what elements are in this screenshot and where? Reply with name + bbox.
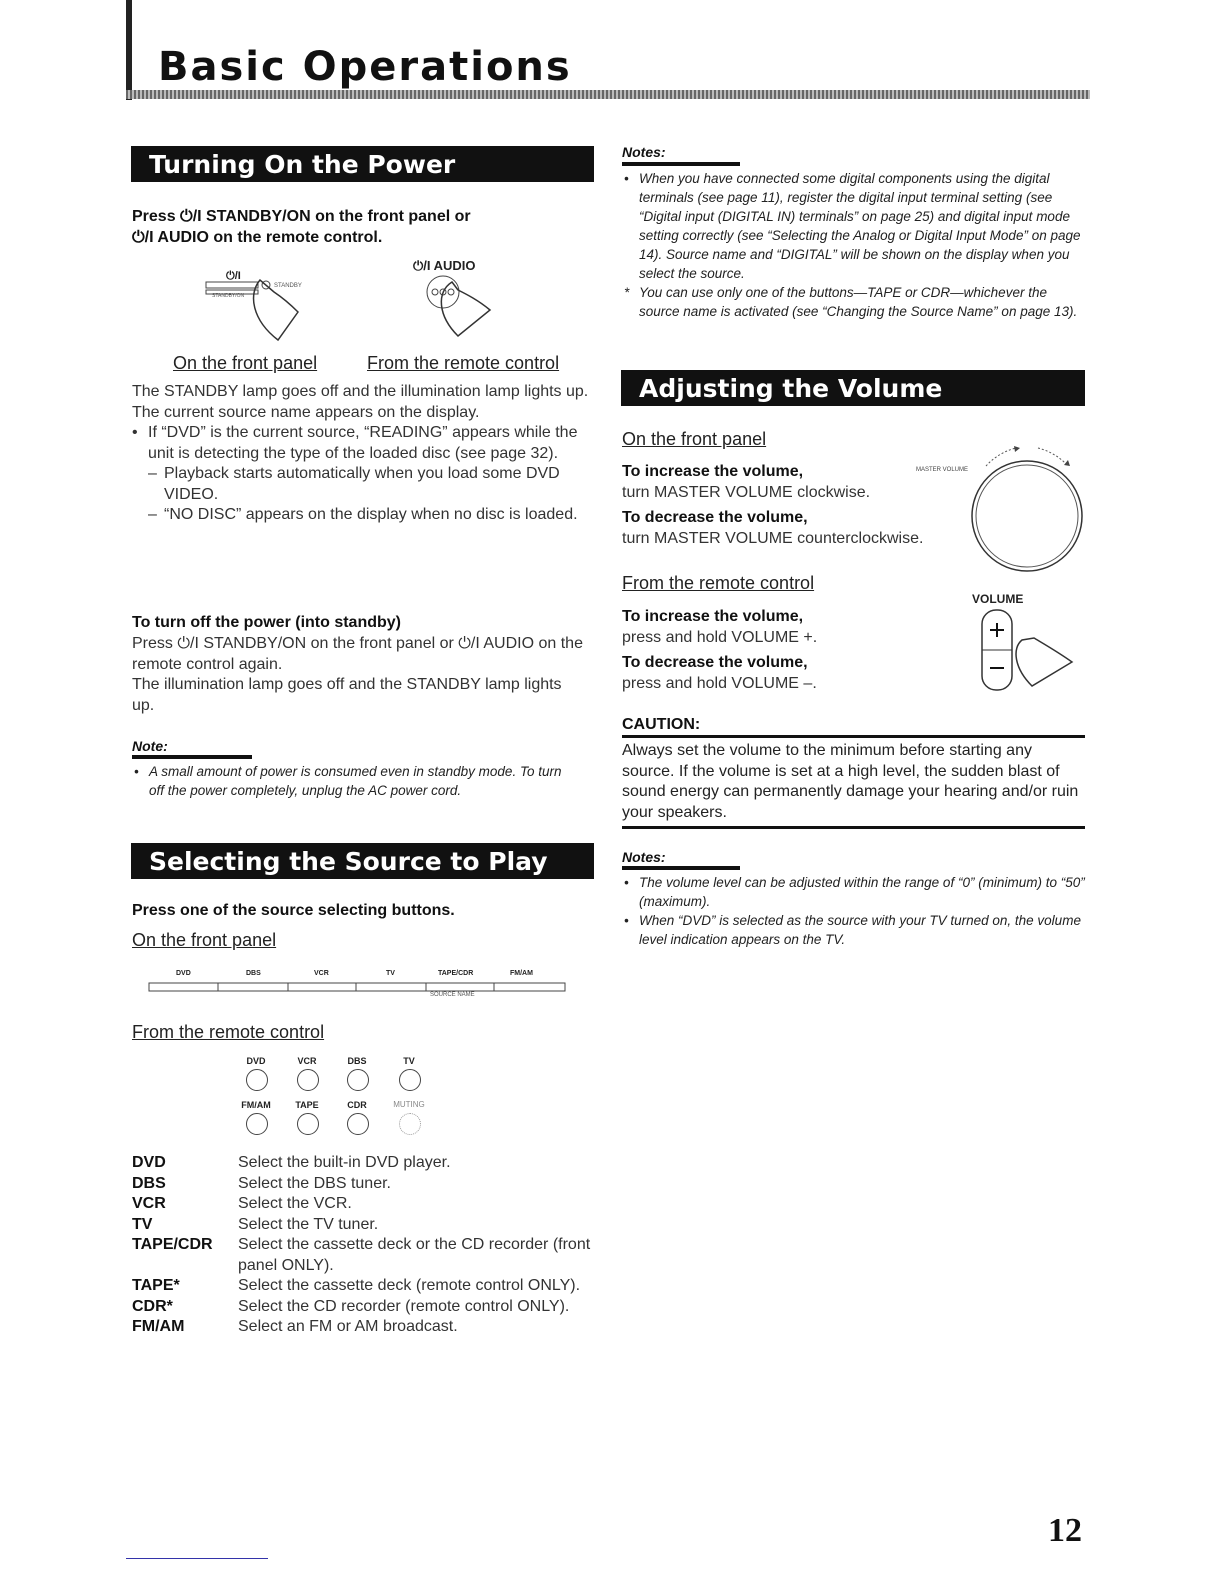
front-source-name-label: SOURCE NAME — [430, 992, 475, 998]
power-instruction-line1: Press ⏻/I STANDBY/ON on the front panel or — [132, 208, 471, 225]
remote-label-dvd: DVD — [246, 1056, 266, 1066]
power-bullet1: • If “DVD” is the current source, “READING” appears while the unit is detecting the type of the loaded disc (see page 32). — [132, 424, 578, 462]
volume-dec-heading-remote: To decrease the volume, — [622, 654, 808, 671]
def-desc: Select the CD recorder (remote control ONLY). — [238, 1297, 570, 1315]
header-rule — [126, 90, 1090, 99]
def-row — [132, 1194, 592, 1215]
def-term: FM/AM — [132, 1318, 185, 1335]
def-term: TV — [132, 1215, 153, 1233]
remote-button-vcr[interactable] — [297, 1069, 319, 1091]
remote-label-tape: TAPE — [295, 1100, 319, 1110]
def-desc: Select the TV tuner. — [238, 1215, 379, 1233]
header-bar — [126, 0, 132, 100]
def-row — [132, 1235, 592, 1276]
section-banner-volume: Adjusting the Volume — [621, 370, 1085, 406]
caption-front-panel: On the front panel — [173, 353, 318, 373]
fig-power-label: ⏻/I — [226, 270, 241, 282]
volume-inc-remote: press and hold VOLUME +. — [622, 628, 818, 646]
remote-volume-label: VOLUME — [972, 592, 1024, 606]
power-dash2-text: “NO DISC” appears on the display when no disc is loaded. — [164, 506, 578, 523]
bottom-notes-rule — [622, 866, 740, 870]
power-notes — [132, 762, 577, 800]
fig-standby-label: STANDBY — [274, 283, 302, 289]
def-desc: Select the built-in DVD player. — [238, 1154, 451, 1171]
volume-dec-front: turn MASTER VOLUME counterclockwise. — [622, 529, 924, 547]
bottom-note-item: • When “DVD” is selected as the source with your TV turned on, the volume level indication appears on the TV. — [624, 913, 1081, 947]
volume-front-caption: On the front panel — [622, 429, 767, 449]
def-term: VCR — [132, 1195, 166, 1212]
def-term: TAPE* — [132, 1277, 180, 1294]
bottom-notes-label: Notes: — [622, 849, 666, 865]
power-note-rule — [132, 755, 252, 759]
def-desc: Select the cassette deck (remote control ONLY). — [238, 1277, 581, 1294]
def-desc: Select the cassette deck or the CD recorder (front panel ONLY). — [238, 1236, 591, 1274]
bottom-note-item: • The volume level can be adjusted within the range of “0” (minimum) to “50” (maximum). — [624, 875, 1085, 909]
front-buttons-graphic — [148, 982, 566, 994]
caution-text: Always set the volume to the minimum before starting any source. If the volume is set at a high level, the sudden blast of sound energy can permanently damage your hearing and/or ruin your speakers. — [622, 742, 1079, 821]
remote-button-tape[interactable] — [297, 1113, 319, 1135]
source-remote-caption: From the remote control — [132, 1022, 325, 1042]
front-button-dvd[interactable]: DVD — [176, 970, 191, 977]
remote-button-muting[interactable] — [399, 1113, 421, 1135]
standby-heading: To turn off the power (into standby) — [132, 614, 401, 631]
top-notes — [622, 169, 1085, 321]
fig-standby-small-label: STANDBY/ON — [212, 293, 245, 299]
caption-remote-control: From the remote control — [367, 353, 560, 373]
master-volume-knob-figure — [968, 438, 1086, 578]
def-term: DBS — [132, 1174, 166, 1192]
volume-inc-heading-remote: To increase the volume, — [622, 608, 804, 625]
remote-button-cdr[interactable] — [347, 1113, 369, 1135]
remote-button-dvd[interactable] — [246, 1069, 268, 1091]
volume-remote-caption: From the remote control — [622, 573, 815, 593]
top-note-item: • When you have connected some digital components using the digital terminals (see page 11), register the digital input terminal setting (see “Digital input (DIGITAL IN) terminals” on page 25) and digital input mode setting correctly (see “Selecting the Analog or Digital Input Mode” on page 14). Source name and “DIGITAL” will be shown on the display when you select the source. — [624, 171, 1081, 281]
remote-button-dbs[interactable] — [347, 1069, 369, 1091]
remote-label-muting: MUTING — [393, 1100, 425, 1109]
volume-dec-remote: press and hold VOLUME –. — [622, 674, 817, 692]
top-note-item: * You can use only one of the buttons—TAPE or CDR—whichever the source name is activated (see “Changing the Source Name” on page 13). — [624, 285, 1078, 319]
power-bullet1-text: If “DVD” is the current source, “READING” appears while the unit is detecting the type of the loaded disc (see page 32). — [148, 424, 578, 462]
def-desc: Select the VCR. — [238, 1195, 352, 1212]
def-row — [132, 1276, 592, 1297]
remote-label-fmam: FM/AM — [241, 1100, 271, 1110]
def-term: TAPE/CDR — [132, 1236, 213, 1253]
section-banner-power: Turning On the Power — [131, 146, 594, 182]
caution-top-rule — [622, 735, 1085, 738]
power-dash2: – “NO DISC” appears on the display when no disc is loaded. — [148, 506, 578, 523]
def-desc: Select an FM or AM broadcast. — [238, 1318, 458, 1335]
volume-inc-heading: To increase the volume, — [622, 463, 804, 480]
def-row — [132, 1317, 592, 1338]
remote-source-buttons — [232, 1056, 452, 1140]
power-note-item: • A small amount of power is consumed even in standby mode. To turn off the power completely, unplug the AC power cord. — [134, 764, 562, 798]
power-dash1-text: Playback starts automatically when you load some DVD VIDEO. — [164, 465, 560, 503]
remote-label-vcr: VCR — [297, 1056, 317, 1066]
power-body — [132, 382, 590, 526]
standby-p1: Press ⏻/I STANDBY/ON on the front panel or ⏻/I AUDIO on the remote control again. — [132, 635, 583, 673]
page-header — [122, 0, 1090, 100]
def-row — [132, 1297, 592, 1318]
def-term: CDR* — [132, 1297, 173, 1315]
def-desc: Select the DBS tuner. — [238, 1174, 391, 1192]
source-front-caption: On the front panel — [132, 930, 277, 950]
volume-inc-front: turn MASTER VOLUME clockwise. — [622, 483, 871, 501]
knob-label: MASTER VOLUME — [916, 467, 969, 473]
front-button-vcr[interactable]: VCR — [314, 970, 329, 977]
def-row — [132, 1215, 592, 1236]
standby-p2: The illumination lamp goes off and the STANDBY lamp lights up. — [132, 676, 562, 714]
source-definitions — [132, 1153, 592, 1338]
fig-audio-label: ⏻/I AUDIO — [413, 258, 476, 273]
front-button-dbs[interactable]: DBS — [246, 970, 261, 977]
footer-line — [126, 1558, 268, 1559]
def-row — [132, 1174, 592, 1195]
power-dash1: – Playback starts automatically when you load some DVD VIDEO. — [148, 465, 560, 503]
remote-label-dbs: DBS — [347, 1056, 367, 1066]
bottom-notes — [622, 873, 1085, 949]
caution-label: CAUTION: — [622, 716, 701, 733]
remote-button-tv[interactable] — [399, 1069, 421, 1091]
remote-volume-figure — [976, 606, 1076, 716]
top-notes-rule — [622, 162, 740, 166]
remote-label-tv: TV — [403, 1056, 415, 1066]
power-p2: The current source name appears on the display. — [132, 403, 480, 421]
section-banner-source: Selecting the Source to Play — [131, 843, 594, 879]
power-p1: The STANDBY lamp goes off and the illumination lamp lights up. — [132, 383, 589, 400]
remote-label-cdr: CDR — [347, 1100, 367, 1110]
remote-button-fmam[interactable] — [246, 1113, 268, 1135]
def-row — [132, 1153, 592, 1174]
power-instruction-line2: ⏻/I AUDIO on the remote control. — [132, 228, 383, 246]
power-note-label: Note: — [132, 738, 168, 754]
front-button-tv[interactable]: TV — [386, 970, 395, 977]
def-term: DVD — [132, 1154, 166, 1171]
front-button-tapecdr[interactable]: TAPE/CDR — [438, 970, 474, 977]
top-notes-label: Notes: — [622, 144, 666, 160]
front-button-fmam[interactable]: FM/AM — [510, 970, 533, 977]
source-instruction: Press one of the source selecting buttons. — [132, 902, 455, 919]
volume-dec-heading: To decrease the volume, — [622, 509, 808, 526]
caution-bottom-rule — [622, 826, 1085, 829]
front-source-buttons — [148, 970, 566, 1002]
page-title: Basic Operations — [158, 44, 572, 90]
page-number: 12 — [1048, 1512, 1082, 1549]
